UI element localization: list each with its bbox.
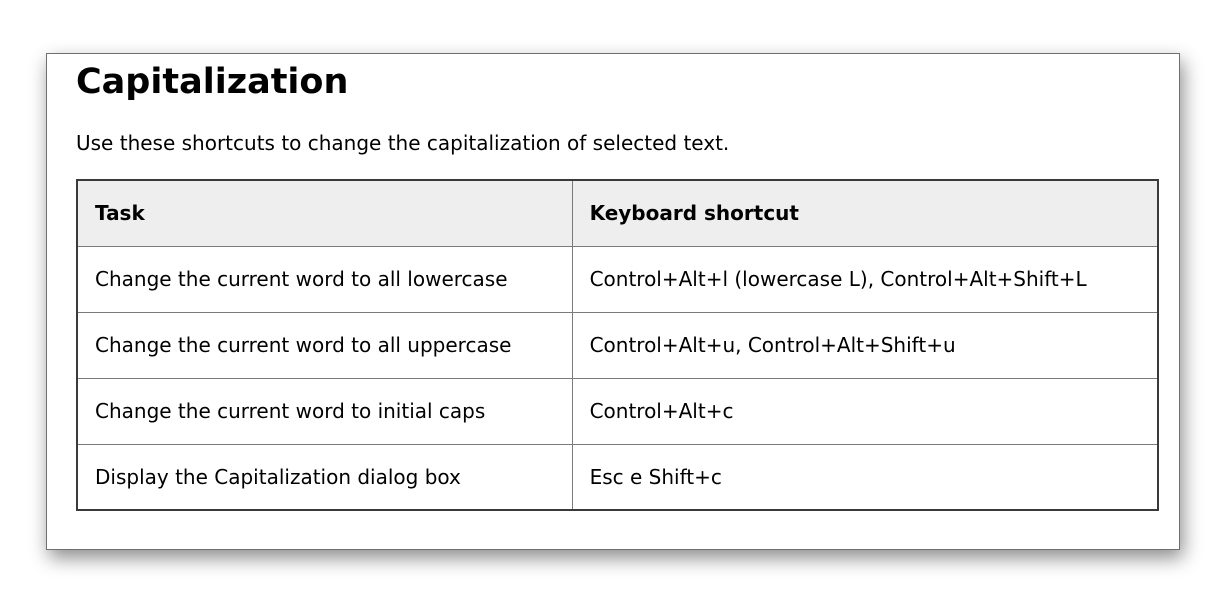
shortcut-cell: Esc e Shift+c xyxy=(572,444,1158,510)
table-row xyxy=(77,378,1158,444)
shortcut-cell: Control+Alt+l (lowercase L), Control+Alt+Shift+L xyxy=(572,246,1158,312)
column-header-task: Task xyxy=(77,180,572,246)
shortcut-cell: Control+Alt+c xyxy=(572,378,1158,444)
table-header-row xyxy=(77,180,1158,246)
shortcuts-table xyxy=(76,179,1159,511)
task-cell: Display the Capitalization dialog box xyxy=(77,444,572,510)
intro-paragraph: Use these shortcuts to change the capitalization of selected text. xyxy=(76,131,730,155)
task-cell: Change the current word to all lowercase xyxy=(77,246,572,312)
table-row xyxy=(77,246,1158,312)
task-cell: Change the current word to all uppercase xyxy=(77,312,572,378)
table-row xyxy=(77,444,1158,510)
document-window xyxy=(46,53,1180,550)
shortcut-cell: Control+Alt+u, Control+Alt+Shift+u xyxy=(572,312,1158,378)
page-title: Capitalization xyxy=(76,62,349,102)
column-header-shortcut: Keyboard shortcut xyxy=(572,180,1158,246)
task-cell: Change the current word to initial caps xyxy=(77,378,572,444)
table-row xyxy=(77,312,1158,378)
